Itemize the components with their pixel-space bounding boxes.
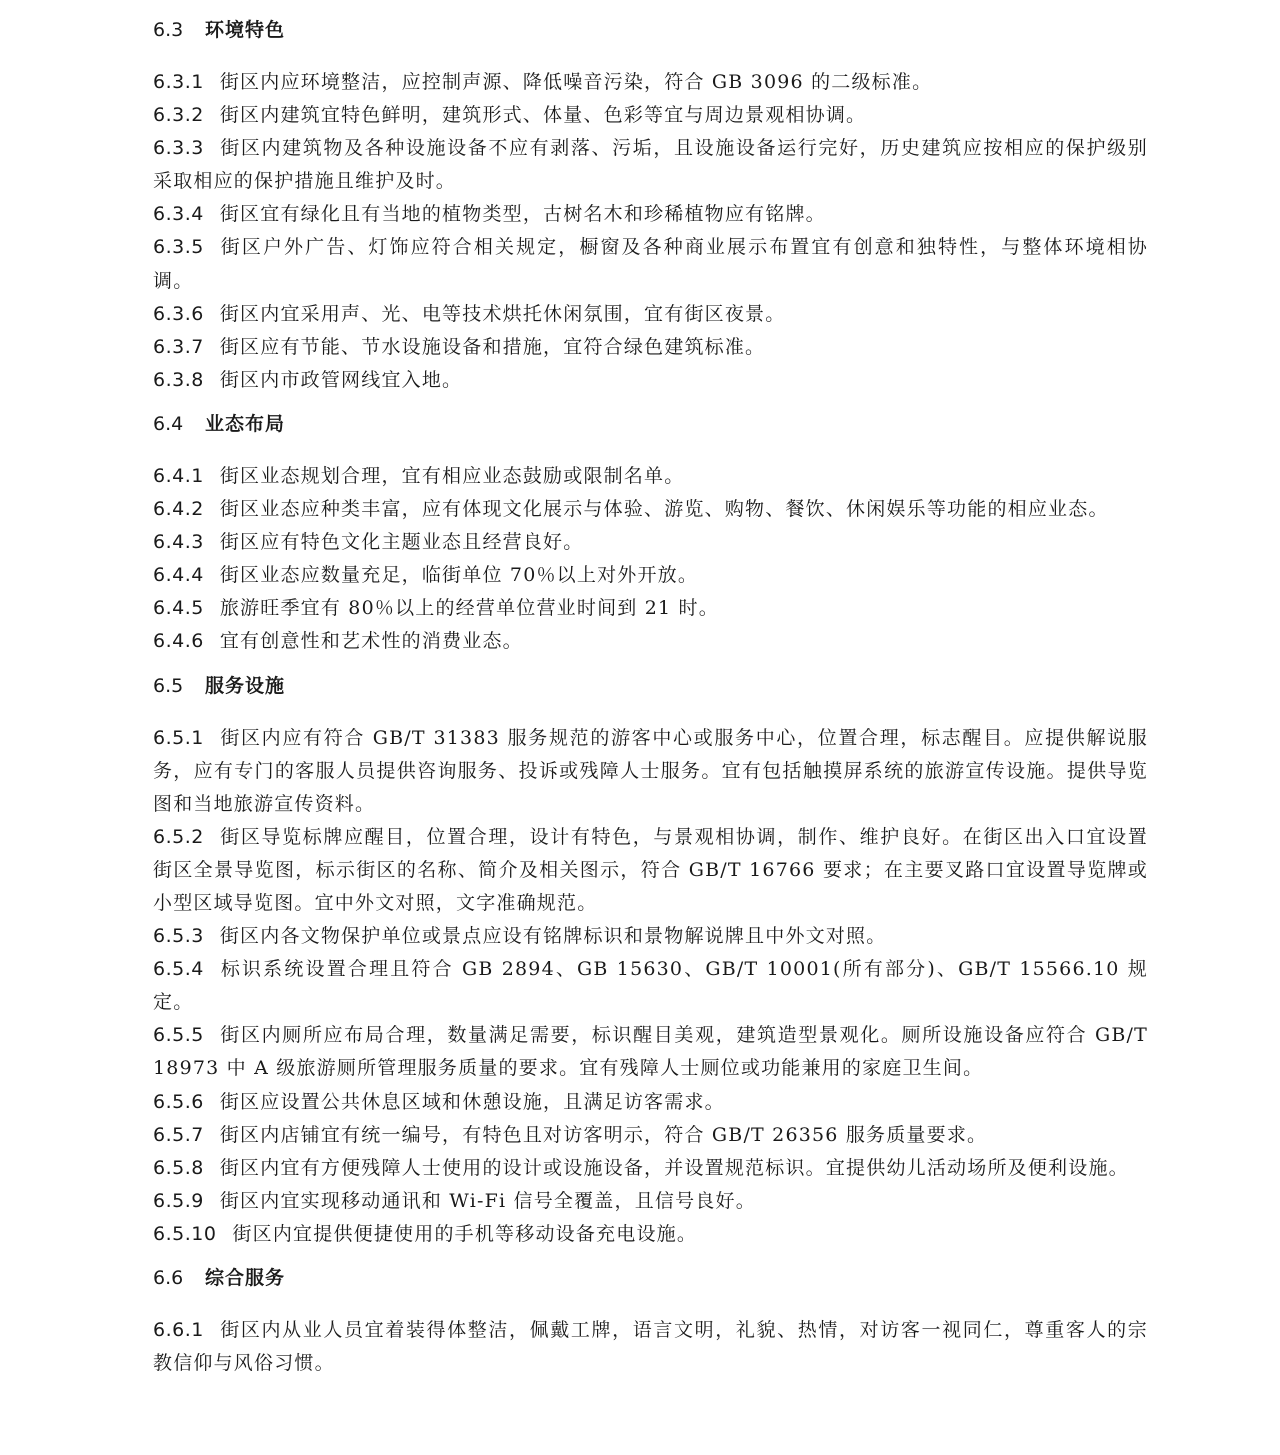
clause-number: 6.3.4 xyxy=(153,203,204,226)
section-heading xyxy=(153,14,1148,47)
clause-number: 6.4.3 xyxy=(153,531,204,554)
clause-item xyxy=(153,132,1148,198)
clause-item xyxy=(153,493,1148,526)
clause-number: 6.5.8 xyxy=(153,1156,204,1179)
clause-text: 街区内应有符合 GB/T 31383 服务规范的游客中心或服务中心，位置合理，标志醒目。应提供解说服务，应有专门的客服人员提供咨询服务、投诉或残障人士服务。宜有包括触摸屏系统的旅游宣传设施。提供导览图和当地旅游宣传资料。 xyxy=(153,726,1148,815)
clause-list xyxy=(153,460,1148,659)
clause-list xyxy=(153,1314,1148,1380)
clause-list xyxy=(153,722,1148,1252)
clause-number: 6.5.7 xyxy=(153,1123,204,1146)
section-heading xyxy=(153,1262,1148,1295)
clause-number: 6.5.4 xyxy=(153,958,204,981)
clause-number: 6.6.1 xyxy=(153,1319,204,1341)
clause-text: 标识系统设置合理且符合 GB 2894、GB 15630、GB/T 10001(所有部分)、GB/T 15566.10 规定。 xyxy=(153,958,1148,1014)
section-6-6 xyxy=(153,1262,1148,1380)
section-heading xyxy=(153,408,1148,441)
clause-text: 街区内从业人员宜着装得体整洁，佩戴工牌，语言文明，礼貌、热情，对访客一视同仁，尊重客人的宗教信仰与风俗习惯。 xyxy=(153,1319,1148,1375)
clause-text: 街区内市政管网线宜入地。 xyxy=(219,368,463,391)
clause-number: 6.4.1 xyxy=(153,464,204,487)
clause-item xyxy=(153,821,1148,920)
clause-text: 宜有创意性和艺术性的消费业态。 xyxy=(219,630,523,653)
section-6-4 xyxy=(153,408,1148,659)
clause-number: 6.4.2 xyxy=(153,498,204,521)
clause-text: 街区宜有绿化且有当地的植物类型，古树名木和珍稀植物应有铭牌。 xyxy=(219,203,826,226)
clause-number: 6.5.2 xyxy=(153,825,204,848)
clause-text: 街区内宜有方便残障人士使用的设计或设施设备，并设置规范标识。宜提供幼儿活动场所及便利设施。 xyxy=(219,1156,1129,1179)
clause-item xyxy=(153,231,1148,297)
clause-item xyxy=(153,460,1148,493)
clause-text: 街区业态应种类丰富，应有体现文化展示与体验、游览、购物、餐饮、休闲娱乐等功能的相应业态。 xyxy=(219,498,1109,521)
clause-text: 街区户外广告、灯饰应符合相关规定，橱窗及各种商业展示布置宜有创意和独特性，与整体环境相协调。 xyxy=(153,236,1148,292)
clause-item xyxy=(153,198,1148,231)
section-title: 环境特色 xyxy=(205,19,286,41)
section-title: 服务设施 xyxy=(205,674,286,697)
section-title: 业态布局 xyxy=(205,412,286,435)
section-heading xyxy=(153,670,1148,703)
clause-number: 6.3.1 xyxy=(153,71,204,93)
clause-item xyxy=(153,625,1148,658)
clause-item xyxy=(153,592,1148,625)
clause-number: 6.3.3 xyxy=(153,137,204,160)
section-number: 6.5 xyxy=(153,674,184,697)
clause-number: 6.5.10 xyxy=(153,1222,217,1245)
clause-item xyxy=(153,1314,1148,1380)
clause-number: 6.3.7 xyxy=(153,335,204,358)
clause-item xyxy=(153,559,1148,592)
clause-number: 6.3.6 xyxy=(153,302,204,325)
clause-number: 6.5.3 xyxy=(153,925,204,948)
clause-item xyxy=(153,1185,1148,1218)
clause-text: 街区内建筑物及各种设施设备不应有剥落、污垢，且设施设备运行完好，历史建筑应按相应的保护级别采取相应的保护措施且维护及时。 xyxy=(153,137,1148,193)
clause-item xyxy=(153,1152,1148,1185)
clause-text: 街区内厕所应布局合理，数量满足需要，标识醒目美观，建筑造型景观化。厕所设施设备应符合 GB/T 18973 中 A 级旅游厕所管理服务质量的要求。宜有残障人士厕位或功能兼用的家庭卫生间。 xyxy=(153,1024,1148,1080)
clause-text: 街区导览标牌应醒目，位置合理，设计有特色，与景观相协调，制作、维护良好。在街区出入口宜设置街区全景导览图，标示街区的名称、简介及相关图示，符合 GB/T 16766 要求；在主要叉路口宜设置导览牌或小型区域导览图。宜中外文对照，文字准确规范。 xyxy=(153,825,1148,914)
clause-number: 6.3.2 xyxy=(153,104,204,127)
clause-item xyxy=(153,526,1148,559)
clause-item xyxy=(153,1119,1148,1152)
clause-number: 6.4.6 xyxy=(153,630,204,653)
clause-item xyxy=(153,364,1148,397)
clause-number: 6.5.5 xyxy=(153,1024,204,1047)
clause-text: 街区业态应数量充足，临街单位 70％以上对外开放。 xyxy=(219,564,699,587)
clause-item xyxy=(153,331,1148,364)
clause-text: 旅游旺季宜有 80％以上的经营单位营业时间到 21 时。 xyxy=(219,597,719,620)
clause-number: 6.5.9 xyxy=(153,1189,204,1212)
clause-item xyxy=(153,1218,1148,1251)
clause-item xyxy=(153,920,1148,953)
clause-text: 街区应设置公共休息区域和休憩设施，且满足访客需求。 xyxy=(219,1090,725,1113)
section-number: 6.6 xyxy=(153,1267,184,1289)
clause-item xyxy=(153,66,1148,99)
clause-item xyxy=(153,953,1148,1019)
clause-list xyxy=(153,66,1148,397)
clause-text: 街区应有节能、节水设施设备和措施，宜符合绿色建筑标准。 xyxy=(219,335,766,358)
clause-text: 街区内宜采用声、光、电等技术烘托休闲氛围，宜有街区夜景。 xyxy=(219,302,786,325)
clause-number: 6.3.8 xyxy=(153,368,204,391)
clause-text: 街区业态规划合理，宜有相应业态鼓励或限制名单。 xyxy=(219,464,685,487)
clause-item xyxy=(153,722,1148,821)
clause-text: 街区内各文物保护单位或景点应设有铭牌标识和景物解说牌且中外文对照。 xyxy=(219,925,887,948)
clause-number: 6.5.6 xyxy=(153,1090,204,1113)
clause-item xyxy=(153,1086,1148,1119)
clause-number: 6.5.1 xyxy=(153,726,204,749)
section-number: 6.4 xyxy=(153,412,184,435)
section-6-3 xyxy=(153,14,1148,397)
clause-item xyxy=(153,1019,1148,1085)
clause-text: 街区应有特色文化主题业态且经营良好。 xyxy=(219,531,584,554)
clause-text: 街区内应环境整洁，应控制声源、降低噪音污染，符合 GB 3096 的二级标准。 xyxy=(219,71,933,93)
section-title: 综合服务 xyxy=(205,1267,286,1289)
clause-text: 街区内店铺宜有统一编号，有特色且对访客明示，符合 GB/T 26356 服务质量要求。 xyxy=(219,1123,988,1146)
clause-number: 6.3.5 xyxy=(153,236,204,259)
section-6-5 xyxy=(153,670,1148,1252)
clause-item xyxy=(153,298,1148,331)
document-page xyxy=(153,14,1148,1380)
clause-text: 街区内宜实现移动通讯和 Wi-Fi 信号全覆盖，且信号良好。 xyxy=(219,1189,756,1212)
clause-text: 街区内建筑宜特色鲜明，建筑形式、体量、色彩等宜与周边景观相协调。 xyxy=(219,104,867,127)
clause-text: 街区内宜提供便捷使用的手机等移动设备充电设施。 xyxy=(232,1222,698,1245)
section-number: 6.3 xyxy=(153,19,184,41)
clause-number: 6.4.5 xyxy=(153,597,204,620)
clause-number: 6.4.4 xyxy=(153,564,204,587)
clause-item xyxy=(153,99,1148,132)
